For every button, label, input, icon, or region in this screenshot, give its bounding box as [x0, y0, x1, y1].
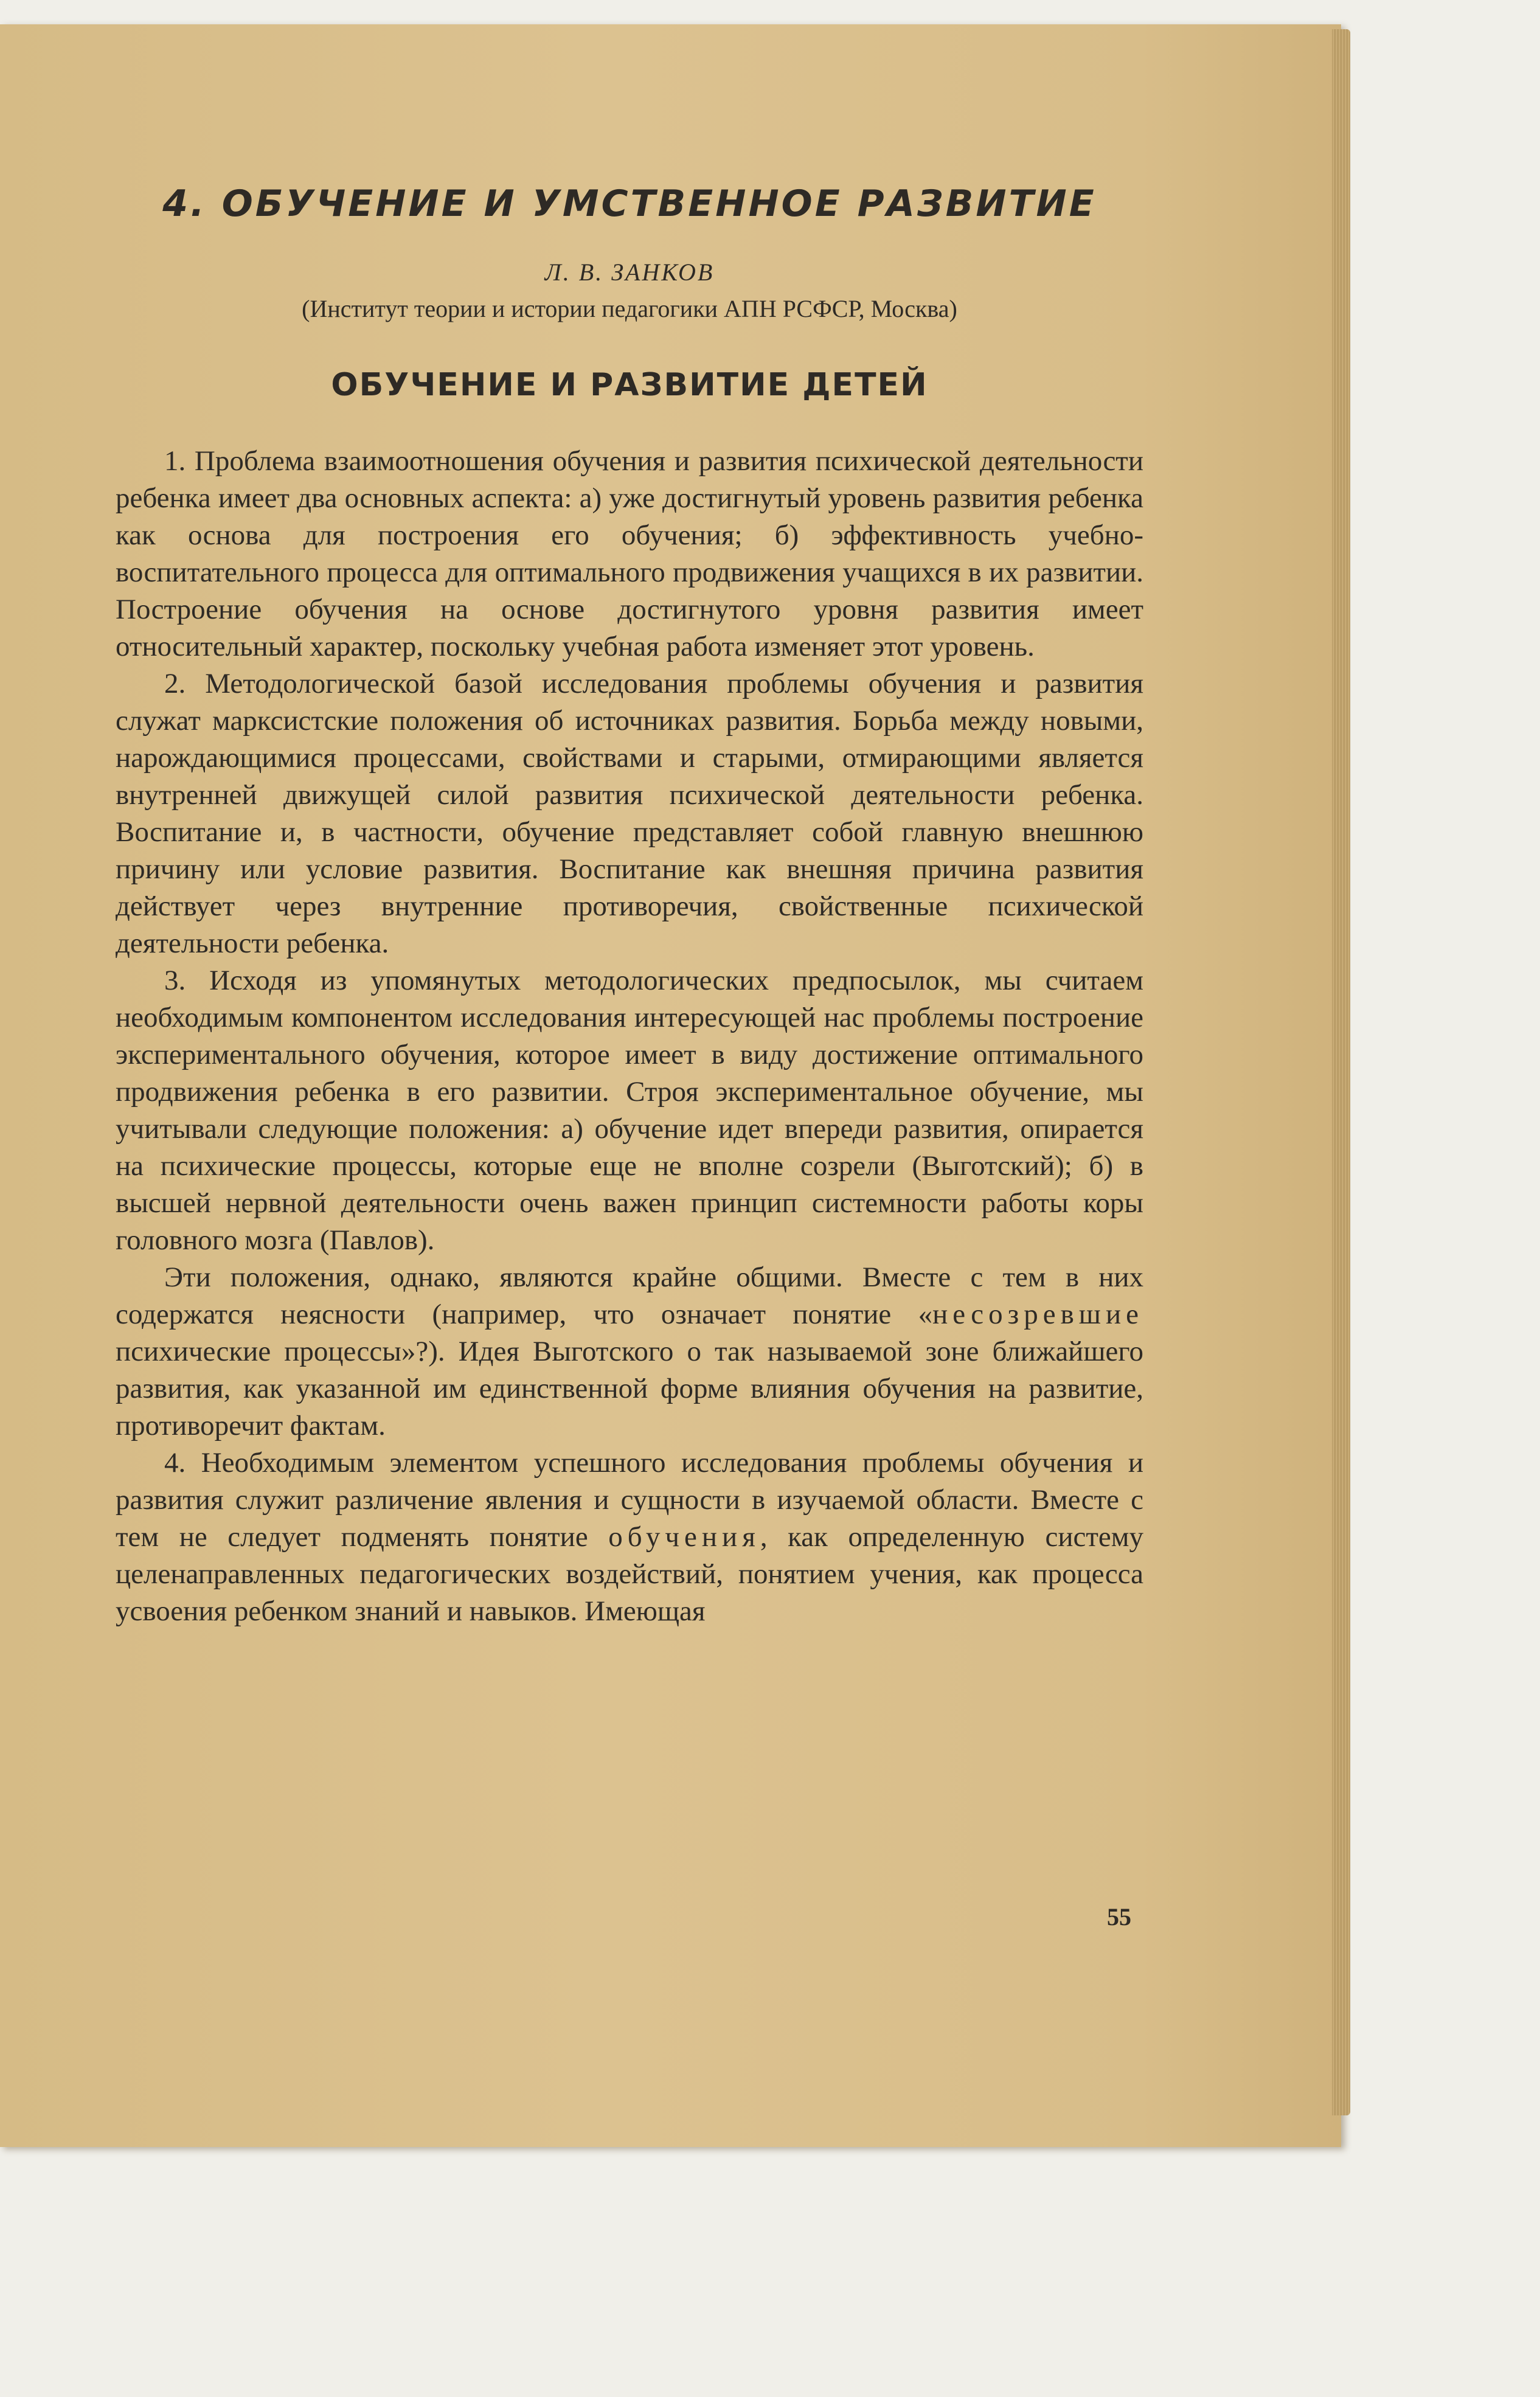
paragraph-5-spaced-term: обучения — [608, 1521, 760, 1553]
author-affiliation: (Институт теории и истории педагогики АПН РСФСР, Москва) — [302, 295, 957, 322]
paragraph-5-text-before: 4. Необходимым элементом успешного исследования проблемы обучения и развития служит различение явления и сущности в изучаемой области. Вместе с тем не следует подменять понятие — [116, 1447, 1143, 1553]
paragraph-3 — [116, 962, 1143, 1259]
paragraph-5-text-after: , как определенную систему целенаправленных педагогических воздействий, понятием учения, как процесса усвоения ребенком знаний и навыков. Имеющая — [116, 1521, 1143, 1627]
paragraph-4-text-after: психические процессы»?). Идея Выготского о так называемой зоне ближайшего развития, как указанной им единственной форме влияния обучения на развитие, противоречит фактам. — [116, 1336, 1143, 1441]
article-title: ОБУЧЕНИЕ И РАЗВИТИЕ ДЕТЕЙ — [331, 367, 928, 403]
paragraph-2 — [116, 665, 1143, 962]
author-name: Л. В. ЗАНКОВ — [544, 258, 715, 286]
article-body — [116, 443, 1143, 1630]
paragraph-4 — [116, 1259, 1143, 1445]
page-content — [116, 152, 1143, 1630]
paragraph-2-text: 2. Методологической базой исследования проблемы обучения и развития служат марксистские положения об источниках развития. Борьба между новыми, нарождающимися процессами, свойствами и старыми, отмирающими является внутренней движущей силой развития психической деятельности ребенка. Воспитание и, в частности, обучение представляет собой главную внешнюю причину или условие развития. Воспитание как внешняя причина развития действует через внутренние противоречия, свойственные психической деятельности ребенка. — [116, 668, 1143, 959]
paragraph-5 — [116, 1445, 1143, 1630]
page-edge-stack — [1332, 29, 1350, 2115]
paragraph-3-text: 3. Исходя из упомянутых методологических предпосылок, мы считаем необходимым компонентом исследования интересующей нас проблемы построение экспериментального обучения, которое имеет в виду достижение оптимального продвижения ребенка в его развитии. Строя экспериментальное обучение, мы учитывали следующие положения: а) обучение идет впереди развития, опирается на психические процессы, которые еще не вполне созрели (Выготский); б) в высшей нервной деятельности очень важен принцип системности работы коры головного мозга (Павлов). — [116, 965, 1143, 1256]
paragraph-1-text: 1. Проблема взаимоотношения обучения и развития психической деятельности ребенка имеет два основных аспекта: а) уже достигнутый уровень развития ребенка как основа для построения его обучения; б) эффективность учебно-воспитательного процесса для оптимального продвижения учащихся в их развитии. Построение обучения на основе достигнутого уровня развития имеет относительный характер, поскольку учебная работа изменяет этот уровень. — [116, 445, 1143, 662]
paragraph-4-spaced-term: несозревшие — [932, 1299, 1143, 1330]
paragraph-1 — [116, 443, 1143, 665]
section-title: 4. ОБУЧЕНИЕ И УМСТВЕННОЕ РАЗВИТИЕ — [162, 182, 1097, 225]
page-number: 55 — [1107, 1903, 1131, 1930]
paragraph-4-text-before: Эти положения, однако, являются крайне общими. Вместе с тем в них содержатся неясности (например, что означает понятие « — [116, 1261, 1143, 1330]
